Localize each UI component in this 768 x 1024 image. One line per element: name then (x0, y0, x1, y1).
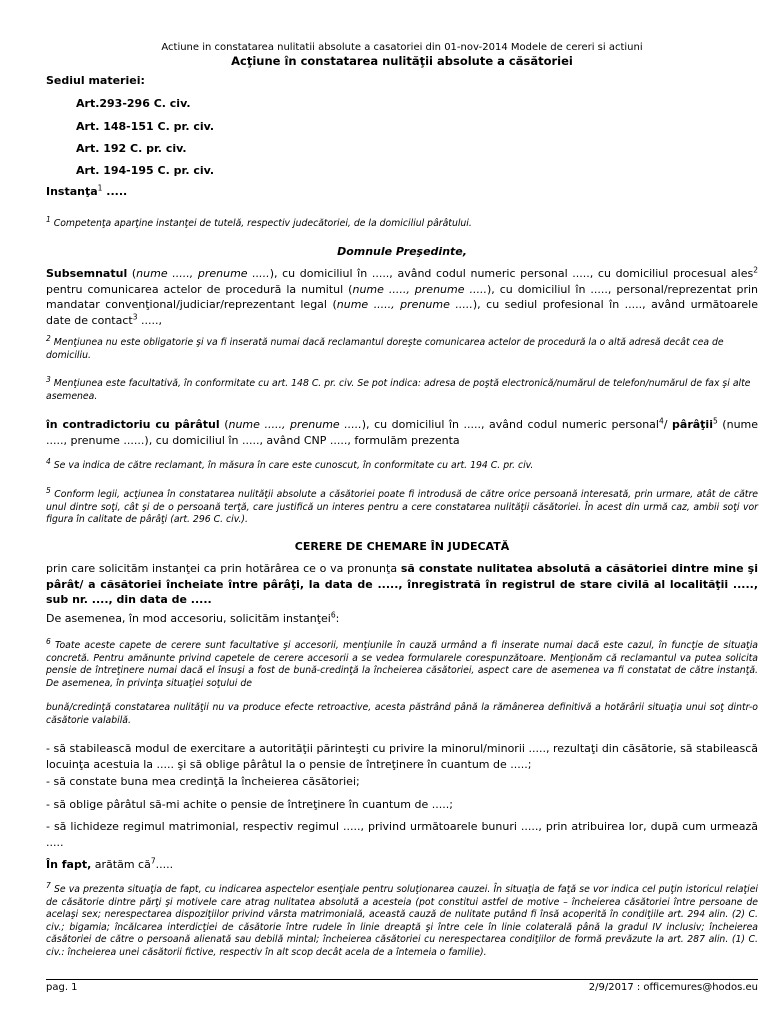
list-item-3: - să oblige pârâtul să-mi achite o pensie de întreţinere în cuantum de .....; (46, 798, 453, 811)
document-subtitle: Actiune in constatarea nulitatii absolute a casatoriei din 01-nov-2014 Modele de cereri si actiuni (161, 42, 643, 53)
sediul-label: Sediul materiei: (46, 74, 145, 87)
footnote-3: $^3$ Menţiunea este facultativă, în conformitate cu art. 148 C. pr. civ. Se pot indica: adresa de poştă electronică/numărul de telefon/numărul de fax şi alte asemenea. (46, 374, 751, 402)
footnote-4: $^4$ Se va indica de către reclamant, în măsura în care este cunoscut, în conformitate cu art. 194 C. pr. civ. (46, 456, 534, 471)
paragraph-fapt: În fapt, arătăm $că^7$..... (46, 856, 174, 871)
article-4: Art. 194-195 C. pr. civ. (76, 164, 215, 177)
article-3: Art. 192 C. pr. civ. (76, 142, 187, 155)
paragraph-contradictoriu: în contradictoriu cu pârâtul (nume ....., prenume .....), cu domiciliul în ....., având codul numeric personal$^4$/ pârâţii$^5$ (nume ....., prenume ......), cu domiciliul în ....., având CNP ....., formulăm prezenta (46, 416, 759, 447)
footnote-7: $^7$ Se va prezenta situaţia de fapt, cu indicarea aspectelor esenţiale pentru soluţionarea cauzei. În situaţia de faţă se vor indica cel puţin istoricul relaţiei de căsătorie dintre părţi şi motivele care atrag nulitatea absolută a acesteia (pot constitui astfel de motive – încheierea căsătoriei între persoane de acelaşi sex; nerespectarea dispoziţiilor privind vârsta matrimonială, această cauză de nulitate putând fi însă acoperită în condiţiile art. 294 alin. (2) C. civ.; bigamia; încălcarea interdicţiei de căsătorie între rudele în linie dreaptă şi între cele în linie colaterală până la gradul IV inclusiv; încheierea căsătoriei de către o persoană alienată sau debilă mintal; încheierea căsătoriei cu nerespectarea condiţiilor de formă prevăzute la art. 287 alin. (1) C. civ.: încheierea unei căsătorii fictive, respectiv în alt scop decât acela de a întemeia o familie). (46, 880, 758, 958)
paragraph-subsemnatul: Subsemnatul (nume ....., prenume .....), cu domiciliul în ....., având codul numeric personal ....., cu domiciliul procesual ales$^2$ pentru comunicarea actelor de procedură la numitul (nume ....., prenume .....), cu domiciliul în ....., personal/reprezentat prin mandatar convenţional/judiciar/reprezentant legal (nume ....., prenume .....), cu sediul profesional în ....., având următoarele date de contact$^3$ ....., (46, 265, 759, 327)
footer-divider (46, 979, 758, 980)
article-2: Art. 148-151 C. pr. civ. (76, 120, 215, 133)
salutation: Domnule Preşedinte, (337, 245, 467, 258)
document-page (46, 0, 758, 1024)
footnote-5: $^5$ Conform legii, acţiunea în constatarea nulităţii absolute a căsătoriei poate fi introdusă de către orice persoană interesată, prin urmare, atât de către unul dintre soţi, cât şi de o persoană terţă, care justifică un interes pentru a cere constatarea nulităţii căsătoriei. În acest din urmă caz, ambii soţi vor figura în calitate de pârâţi (art. 296 C. civ.). (46, 485, 758, 525)
document-title: Acţiune în constatarea nulităţii absolute a căsătoriei (231, 54, 573, 68)
paragraph-accesoriu: De asemenea, în mod accesoriu, solicităm instanţei$^6$: (46, 610, 340, 625)
footnote-6-continued: bună/credinţă constatarea nulităţii nu va produce efecte retroactive, acesta păstrând până la rămânerea definitivă a hotărârii situaţia unui soţ dintr-o căsătorie valabilă. (46, 702, 758, 726)
footnote-2: $^2$ Menţiunea nu este obligatorie şi va fi inserată numai dacă reclamantul doreşte comunicarea actelor de procedură la o altă adresă decât cea de domiciliu. (46, 333, 724, 361)
paragraph-solicit: prin care solicităm instanţei ca prin hotărârea ce o va pronunţa să constate nulitatea absolută a căsătoriei dintre mine şi pârât/ a căsătoriei încheiate între pârâţi, la data de ....., înregistrată în registrul de stare civilă al localităţii ....., sub nr. ...., din data de ..... (46, 562, 758, 606)
list-item-4: - să lichideze regimul matrimonial, respectiv regimul ....., privind următoarele bunuri ....., prin atribuirea lor, după cum urmează ..... (46, 820, 758, 849)
section-title: CERERE DE CHEMARE ÎN JUDECATĂ (294, 540, 510, 553)
footer-date-email: 2/9/2017 : officemures@hodos.eu (588, 982, 758, 993)
list-item-1: - să stabilească modul de exercitare a autorităţii părinteşti cu privire la minorul/minorii ....., rezultaţi din căsătorie, să stabilească locuinţa acestuia la ..... şi să oblige pârâtul la o pensie de întreţinere în cuantum de .....; (46, 742, 758, 771)
footnote-6: $^6$ Toate aceste capete de cerere sunt facultative şi accesorii, menţiunile în cauză urmând a fi inserate numai dacă este cazul, în funcţie de situaţia concretă. Pentru amănunte privind capetele de cerere accesorii a se vedea formularele corespunzătoare. Menţionăm că reclamantul va putea solicita pensie de întreţinere numai dacă el însuşi a fost de bună-credinţă la încheierea căsătoriei, aspect care de asemenea va fi constatat de către instanţă. De asemenea, în privinţa situaţiei soţului de (46, 636, 758, 689)
page-number: pag. 1 (46, 982, 78, 993)
article-1: Art.293-296 C. civ. (76, 97, 191, 110)
footnote-1: $^1$ Competenţa aparţine instanţei de tutelă, respectiv judecătoriei, de la domiciliul pârâtului. (46, 214, 472, 229)
instanta-line: Instanţa$^1$ ..... (46, 183, 128, 198)
list-item-2: - să constate buna mea credinţă la încheierea căsătoriei; (46, 775, 360, 788)
